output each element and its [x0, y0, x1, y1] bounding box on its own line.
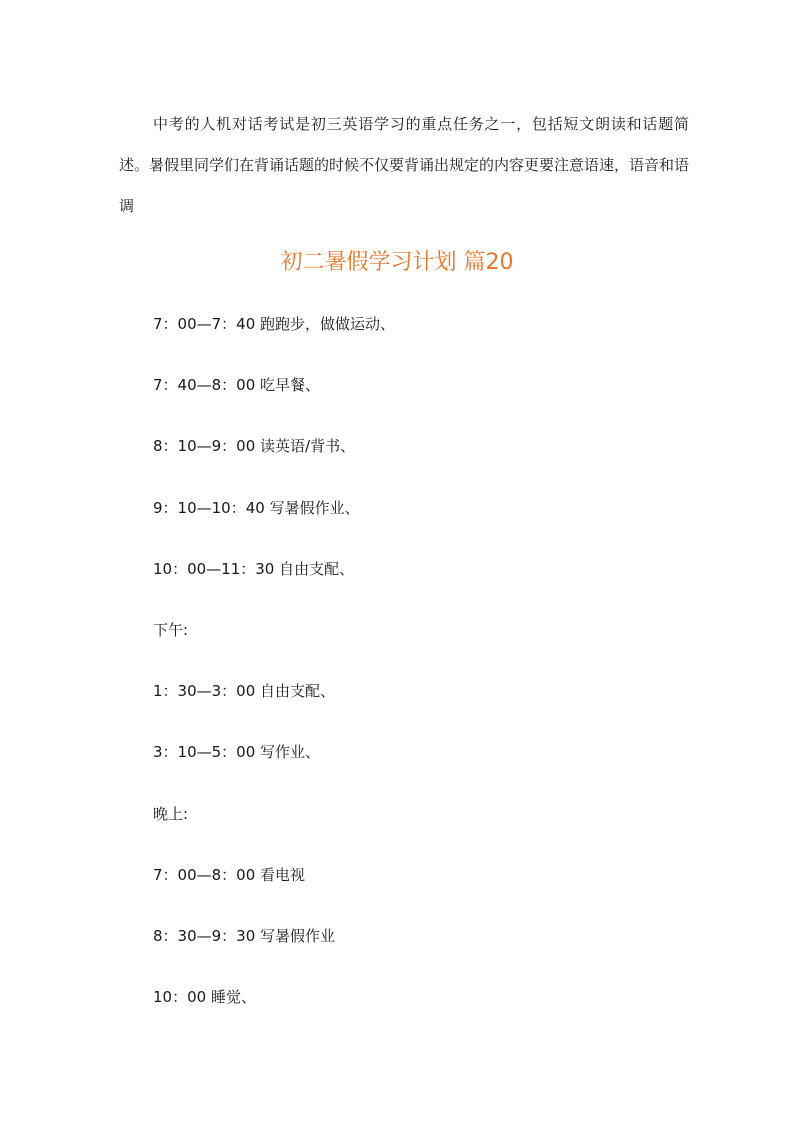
section-heading: 初二暑假学习计划 篇20: [280, 250, 514, 275]
intro-paragraph: 中考的人机对话考试是初三英语学习的重点任务之一，包括短文朗读和话题简述。暑假里同学们在背诵话题的时候不仅要背诵出规定的内容更要注意语速，语音和语调: [119, 115, 690, 215]
schedule-item: 10：00 睡觉、: [153, 988, 256, 1007]
schedule-item: 3：10—5：00 写作业、: [153, 743, 321, 762]
schedule-item: 7：00—7：40 跑跑步，做做运动、: [153, 315, 396, 333]
afternoon-label: 下午:: [153, 620, 189, 639]
intro-paragraph-block: [119, 104, 689, 227]
schedule-item: 7：00—8：00 看电视: [153, 865, 306, 884]
schedule-item: 7：40—8：00 吃早餐、: [153, 376, 321, 395]
schedule-item: 9：10—10：40 写暑假作业、: [153, 498, 360, 517]
schedule-item: 8：10—9：00 读英语/背书、: [153, 437, 356, 456]
schedule-item: 10：00—11：30 自由支配、: [153, 559, 355, 578]
schedule-item: 8：30—9：30 写暑假作业: [153, 926, 336, 945]
schedule-item: 1：30—3：00 自由支配、: [153, 682, 336, 701]
evening-label: 晚上:: [153, 804, 189, 823]
schedule-list: [153, 310, 395, 1044]
